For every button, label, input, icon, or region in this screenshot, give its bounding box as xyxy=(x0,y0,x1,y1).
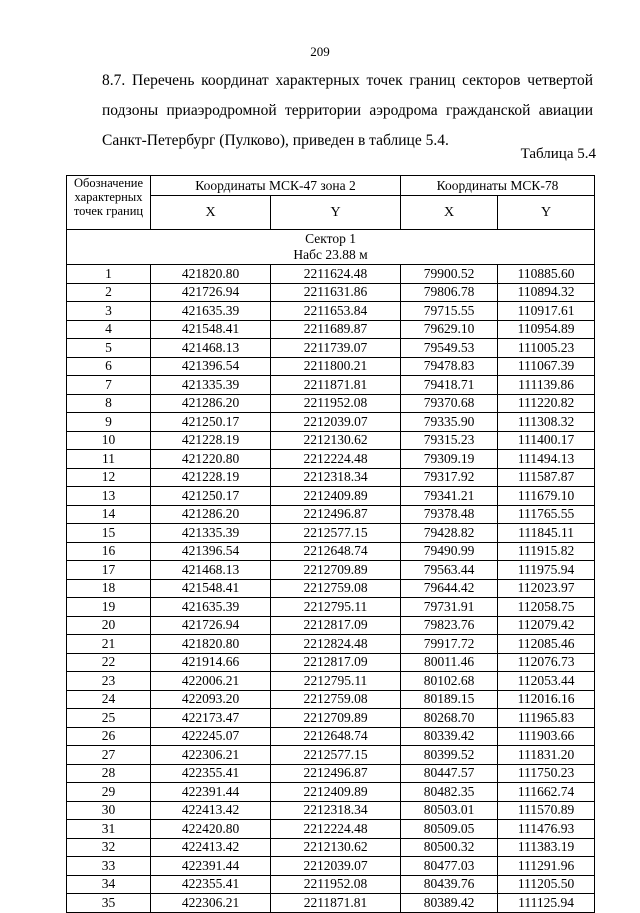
msk78-y-cell: 112079.42 xyxy=(498,616,595,635)
msk78-x-cell: 80011.46 xyxy=(401,653,498,672)
point-number-cell: 14 xyxy=(67,505,151,524)
point-number-cell: 12 xyxy=(67,468,151,487)
msk78-x-cell: 79315.23 xyxy=(401,431,498,450)
msk47-y-cell: 2211653.84 xyxy=(271,302,401,321)
point-number-cell: 1 xyxy=(67,265,151,284)
msk78-x-cell: 79629.10 xyxy=(401,320,498,339)
table-row xyxy=(67,709,595,728)
msk78-x-cell: 79806.78 xyxy=(401,283,498,302)
msk47-x-cell: 421726.94 xyxy=(151,283,271,302)
msk47-x-cell: 422093.20 xyxy=(151,690,271,709)
msk47-y-cell: 2212817.09 xyxy=(271,616,401,635)
msk78-y-cell: 111587.87 xyxy=(498,468,595,487)
msk78-x-cell: 80339.42 xyxy=(401,727,498,746)
header-row-groups xyxy=(67,176,595,196)
point-number-cell: 21 xyxy=(67,635,151,654)
msk78-y-cell: 112023.97 xyxy=(498,579,595,598)
msk78-y-cell: 111965.83 xyxy=(498,709,595,728)
msk78-x-cell: 80439.76 xyxy=(401,875,498,894)
msk47-y-cell: 2212130.62 xyxy=(271,838,401,857)
header-msk47-y: Y xyxy=(271,196,401,230)
intro-paragraph xyxy=(66,66,593,156)
msk47-y-cell: 2211631.86 xyxy=(271,283,401,302)
point-number-cell: 29 xyxy=(67,783,151,802)
point-number-cell: 10 xyxy=(67,431,151,450)
table-row xyxy=(67,431,595,450)
page-number: 209 xyxy=(310,44,330,59)
msk78-y-cell: 111308.32 xyxy=(498,413,595,432)
table-row xyxy=(67,690,595,709)
msk78-x-cell: 80482.35 xyxy=(401,783,498,802)
msk78-x-cell: 79490.99 xyxy=(401,542,498,561)
msk78-x-cell: 79731.91 xyxy=(401,598,498,617)
sector-title: Сектор 1 xyxy=(305,231,356,246)
msk78-x-cell: 79900.52 xyxy=(401,265,498,284)
msk47-y-cell: 2211739.07 xyxy=(271,339,401,358)
msk78-y-cell: 112076.73 xyxy=(498,653,595,672)
sector-height: Набс 23.88 м xyxy=(293,247,368,262)
msk47-y-cell: 2212130.62 xyxy=(271,431,401,450)
msk47-y-cell: 2212648.74 xyxy=(271,542,401,561)
msk47-y-cell: 2212577.15 xyxy=(271,524,401,543)
msk47-x-cell: 422006.21 xyxy=(151,672,271,691)
msk47-x-cell: 422306.21 xyxy=(151,894,271,913)
table-row xyxy=(67,450,595,469)
header-point-line: Обозначение xyxy=(73,176,144,190)
msk47-x-cell: 422355.41 xyxy=(151,875,271,894)
header-point-line: точек границ xyxy=(73,204,144,218)
msk78-x-cell: 79317.92 xyxy=(401,468,498,487)
msk47-y-cell: 2212709.89 xyxy=(271,709,401,728)
msk47-x-cell: 421228.19 xyxy=(151,431,271,450)
msk78-x-cell: 80509.05 xyxy=(401,820,498,839)
msk78-x-cell: 79917.72 xyxy=(401,635,498,654)
msk78-x-cell: 79563.44 xyxy=(401,561,498,580)
msk47-x-cell: 421335.39 xyxy=(151,376,271,395)
header-msk47: Координаты МСК-47 зона 2 xyxy=(151,176,401,196)
msk47-x-cell: 421820.80 xyxy=(151,635,271,654)
msk78-y-cell: 110917.61 xyxy=(498,302,595,321)
msk47-y-cell: 2212039.07 xyxy=(271,857,401,876)
msk47-x-cell: 421228.19 xyxy=(151,468,271,487)
table-row xyxy=(67,801,595,820)
point-number-cell: 34 xyxy=(67,875,151,894)
msk78-y-cell: 111476.93 xyxy=(498,820,595,839)
msk47-x-cell: 422391.44 xyxy=(151,783,271,802)
msk47-x-cell: 421396.54 xyxy=(151,357,271,376)
msk47-y-cell: 2211871.81 xyxy=(271,376,401,395)
msk47-y-cell: 2212039.07 xyxy=(271,413,401,432)
msk47-x-cell: 421396.54 xyxy=(151,542,271,561)
table-row xyxy=(67,357,595,376)
msk78-x-cell: 79644.42 xyxy=(401,579,498,598)
msk78-y-cell: 110954.89 xyxy=(498,320,595,339)
table-row xyxy=(67,838,595,857)
table-row xyxy=(67,635,595,654)
table-row xyxy=(67,302,595,321)
msk78-x-cell: 79309.19 xyxy=(401,450,498,469)
header-msk47-x: X xyxy=(151,196,271,230)
point-number-cell: 15 xyxy=(67,524,151,543)
msk47-y-cell: 2211871.81 xyxy=(271,894,401,913)
table-row xyxy=(67,561,595,580)
point-number-cell: 6 xyxy=(67,357,151,376)
table-row xyxy=(67,505,595,524)
point-number-cell: 3 xyxy=(67,302,151,321)
point-number-cell: 5 xyxy=(67,339,151,358)
table-row xyxy=(67,542,595,561)
point-number-cell: 17 xyxy=(67,561,151,580)
point-number-cell: 7 xyxy=(67,376,151,395)
table-row xyxy=(67,653,595,672)
msk47-y-cell: 2212824.48 xyxy=(271,635,401,654)
msk78-y-cell: 111005.23 xyxy=(498,339,595,358)
table-row xyxy=(67,524,595,543)
msk78-x-cell: 79370.68 xyxy=(401,394,498,413)
msk78-y-cell: 112053.44 xyxy=(498,672,595,691)
msk78-x-cell: 80389.42 xyxy=(401,894,498,913)
msk47-y-cell: 2212648.74 xyxy=(271,727,401,746)
sector-cell xyxy=(67,230,595,265)
table-row xyxy=(67,598,595,617)
intro-text: 8.7. Перечень координат характерных точек границ секторов четвертой подзоны приаэродромной территории аэродрома гражданской авиации Санкт-Петербург (Пулково), приведен в таблице 5.4. xyxy=(102,72,593,149)
point-number-cell: 22 xyxy=(67,653,151,672)
point-number-cell: 9 xyxy=(67,413,151,432)
msk47-x-cell: 422391.44 xyxy=(151,857,271,876)
msk78-y-cell: 111765.55 xyxy=(498,505,595,524)
table-row xyxy=(67,487,595,506)
msk47-y-cell: 2212318.34 xyxy=(271,468,401,487)
msk78-x-cell: 80189.15 xyxy=(401,690,498,709)
msk47-x-cell: 421286.20 xyxy=(151,505,271,524)
msk47-x-cell: 421548.41 xyxy=(151,579,271,598)
table-row xyxy=(67,764,595,783)
msk78-y-cell: 111915.82 xyxy=(498,542,595,561)
msk78-y-cell: 111662.74 xyxy=(498,783,595,802)
msk47-y-cell: 2212759.08 xyxy=(271,690,401,709)
msk47-x-cell: 421220.80 xyxy=(151,450,271,469)
point-number-cell: 30 xyxy=(67,801,151,820)
point-number-cell: 27 xyxy=(67,746,151,765)
msk78-y-cell: 111125.94 xyxy=(498,894,595,913)
msk78-y-cell: 111205.50 xyxy=(498,875,595,894)
msk47-y-cell: 2212224.48 xyxy=(271,450,401,469)
header-msk78: Координаты МСК-78 xyxy=(401,176,595,196)
point-number-cell: 19 xyxy=(67,598,151,617)
msk78-x-cell: 80268.70 xyxy=(401,709,498,728)
msk78-x-cell: 79341.21 xyxy=(401,487,498,506)
table-row xyxy=(67,394,595,413)
header-point-line: характерных xyxy=(74,190,143,204)
msk47-x-cell: 421914.66 xyxy=(151,653,271,672)
msk47-y-cell: 2212224.48 xyxy=(271,820,401,839)
msk78-x-cell: 80102.68 xyxy=(401,672,498,691)
table-row xyxy=(67,820,595,839)
msk47-x-cell: 421286.20 xyxy=(151,394,271,413)
point-number-cell: 31 xyxy=(67,820,151,839)
msk47-x-cell: 422420.80 xyxy=(151,820,271,839)
table-row xyxy=(67,875,595,894)
msk78-x-cell: 79335.90 xyxy=(401,413,498,432)
table-row xyxy=(67,783,595,802)
msk78-x-cell: 80500.32 xyxy=(401,838,498,857)
msk47-x-cell: 421250.17 xyxy=(151,487,271,506)
msk47-y-cell: 2211800.21 xyxy=(271,357,401,376)
point-number-cell: 4 xyxy=(67,320,151,339)
msk78-y-cell: 112016.16 xyxy=(498,690,595,709)
table-row xyxy=(67,579,595,598)
msk78-y-cell: 111383.19 xyxy=(498,838,595,857)
msk47-x-cell: 422306.21 xyxy=(151,746,271,765)
msk47-y-cell: 2212318.34 xyxy=(271,801,401,820)
table-row xyxy=(67,283,595,302)
point-number-cell: 11 xyxy=(67,450,151,469)
msk78-y-cell: 111845.11 xyxy=(498,524,595,543)
msk47-x-cell: 421335.39 xyxy=(151,524,271,543)
msk78-y-cell: 112058.75 xyxy=(498,598,595,617)
point-number-cell: 33 xyxy=(67,857,151,876)
table-caption: Таблица 5.4 xyxy=(520,146,596,162)
msk47-x-cell: 421820.80 xyxy=(151,265,271,284)
msk78-y-cell: 111291.96 xyxy=(498,857,595,876)
msk47-x-cell: 421250.17 xyxy=(151,413,271,432)
msk47-x-cell: 422413.42 xyxy=(151,801,271,820)
msk47-y-cell: 2212795.11 xyxy=(271,598,401,617)
msk78-y-cell: 111570.89 xyxy=(498,801,595,820)
msk47-x-cell: 421548.41 xyxy=(151,320,271,339)
point-number-cell: 25 xyxy=(67,709,151,728)
point-number-cell: 23 xyxy=(67,672,151,691)
msk78-x-cell: 80503.01 xyxy=(401,801,498,820)
point-number-cell: 16 xyxy=(67,542,151,561)
header-msk78-x: X xyxy=(401,196,498,230)
msk47-x-cell: 422245.07 xyxy=(151,727,271,746)
msk78-y-cell: 111220.82 xyxy=(498,394,595,413)
msk47-y-cell: 2211689.87 xyxy=(271,320,401,339)
msk78-y-cell: 111679.10 xyxy=(498,487,595,506)
sector-row xyxy=(67,230,595,265)
msk47-x-cell: 421468.13 xyxy=(151,561,271,580)
msk78-x-cell: 79428.82 xyxy=(401,524,498,543)
table-row xyxy=(67,672,595,691)
msk78-y-cell: 111139.86 xyxy=(498,376,595,395)
msk78-y-cell: 111975.94 xyxy=(498,561,595,580)
msk47-x-cell: 421635.39 xyxy=(151,598,271,617)
msk47-y-cell: 2212496.87 xyxy=(271,764,401,783)
msk47-x-cell: 422413.42 xyxy=(151,838,271,857)
msk47-y-cell: 2212496.87 xyxy=(271,505,401,524)
table-row xyxy=(67,413,595,432)
msk47-y-cell: 2212759.08 xyxy=(271,579,401,598)
msk47-x-cell: 421468.13 xyxy=(151,339,271,358)
point-number-cell: 32 xyxy=(67,838,151,857)
table-row xyxy=(67,746,595,765)
table-row xyxy=(67,339,595,358)
msk47-x-cell: 422173.47 xyxy=(151,709,271,728)
table-row xyxy=(67,616,595,635)
msk78-y-cell: 111831.20 xyxy=(498,746,595,765)
msk47-y-cell: 2211952.08 xyxy=(271,394,401,413)
table-row xyxy=(67,376,595,395)
msk78-y-cell: 111750.23 xyxy=(498,764,595,783)
msk78-x-cell: 79378.48 xyxy=(401,505,498,524)
point-number-cell: 8 xyxy=(67,394,151,413)
msk78-x-cell: 80447.57 xyxy=(401,764,498,783)
table-row xyxy=(67,857,595,876)
msk47-x-cell: 421726.94 xyxy=(151,616,271,635)
msk47-x-cell: 421635.39 xyxy=(151,302,271,321)
table-row xyxy=(67,320,595,339)
coordinates-table xyxy=(66,175,595,913)
msk47-y-cell: 2211624.48 xyxy=(271,265,401,284)
point-number-cell: 2 xyxy=(67,283,151,302)
msk78-x-cell: 79549.53 xyxy=(401,339,498,358)
point-number-cell: 28 xyxy=(67,764,151,783)
point-number-cell: 13 xyxy=(67,487,151,506)
msk78-x-cell: 80477.03 xyxy=(401,857,498,876)
msk47-y-cell: 2212409.89 xyxy=(271,783,401,802)
table-row xyxy=(67,468,595,487)
msk78-x-cell: 79478.83 xyxy=(401,357,498,376)
msk78-x-cell: 79823.76 xyxy=(401,616,498,635)
msk78-x-cell: 80399.52 xyxy=(401,746,498,765)
msk78-x-cell: 79715.55 xyxy=(401,302,498,321)
msk47-x-cell: 422355.41 xyxy=(151,764,271,783)
point-number-cell: 20 xyxy=(67,616,151,635)
table-row xyxy=(67,727,595,746)
msk47-y-cell: 2212709.89 xyxy=(271,561,401,580)
msk78-y-cell: 111494.13 xyxy=(498,450,595,469)
point-number-cell: 24 xyxy=(67,690,151,709)
point-number-cell: 18 xyxy=(67,579,151,598)
msk47-y-cell: 2212795.11 xyxy=(271,672,401,691)
msk47-y-cell: 2212817.09 xyxy=(271,653,401,672)
msk78-y-cell: 111067.39 xyxy=(498,357,595,376)
msk78-y-cell: 110885.60 xyxy=(498,265,595,284)
header-msk78-y: Y xyxy=(498,196,595,230)
msk78-y-cell: 111903.66 xyxy=(498,727,595,746)
header-point-designation xyxy=(67,176,151,230)
msk78-x-cell: 79418.71 xyxy=(401,376,498,395)
msk78-y-cell: 112085.46 xyxy=(498,635,595,654)
msk78-y-cell: 111400.17 xyxy=(498,431,595,450)
msk47-y-cell: 2211952.08 xyxy=(271,875,401,894)
point-number-cell: 35 xyxy=(67,894,151,913)
msk47-y-cell: 2212577.15 xyxy=(271,746,401,765)
table-row xyxy=(67,265,595,284)
msk78-y-cell: 110894.32 xyxy=(498,283,595,302)
point-number-cell: 26 xyxy=(67,727,151,746)
msk47-y-cell: 2212409.89 xyxy=(271,487,401,506)
